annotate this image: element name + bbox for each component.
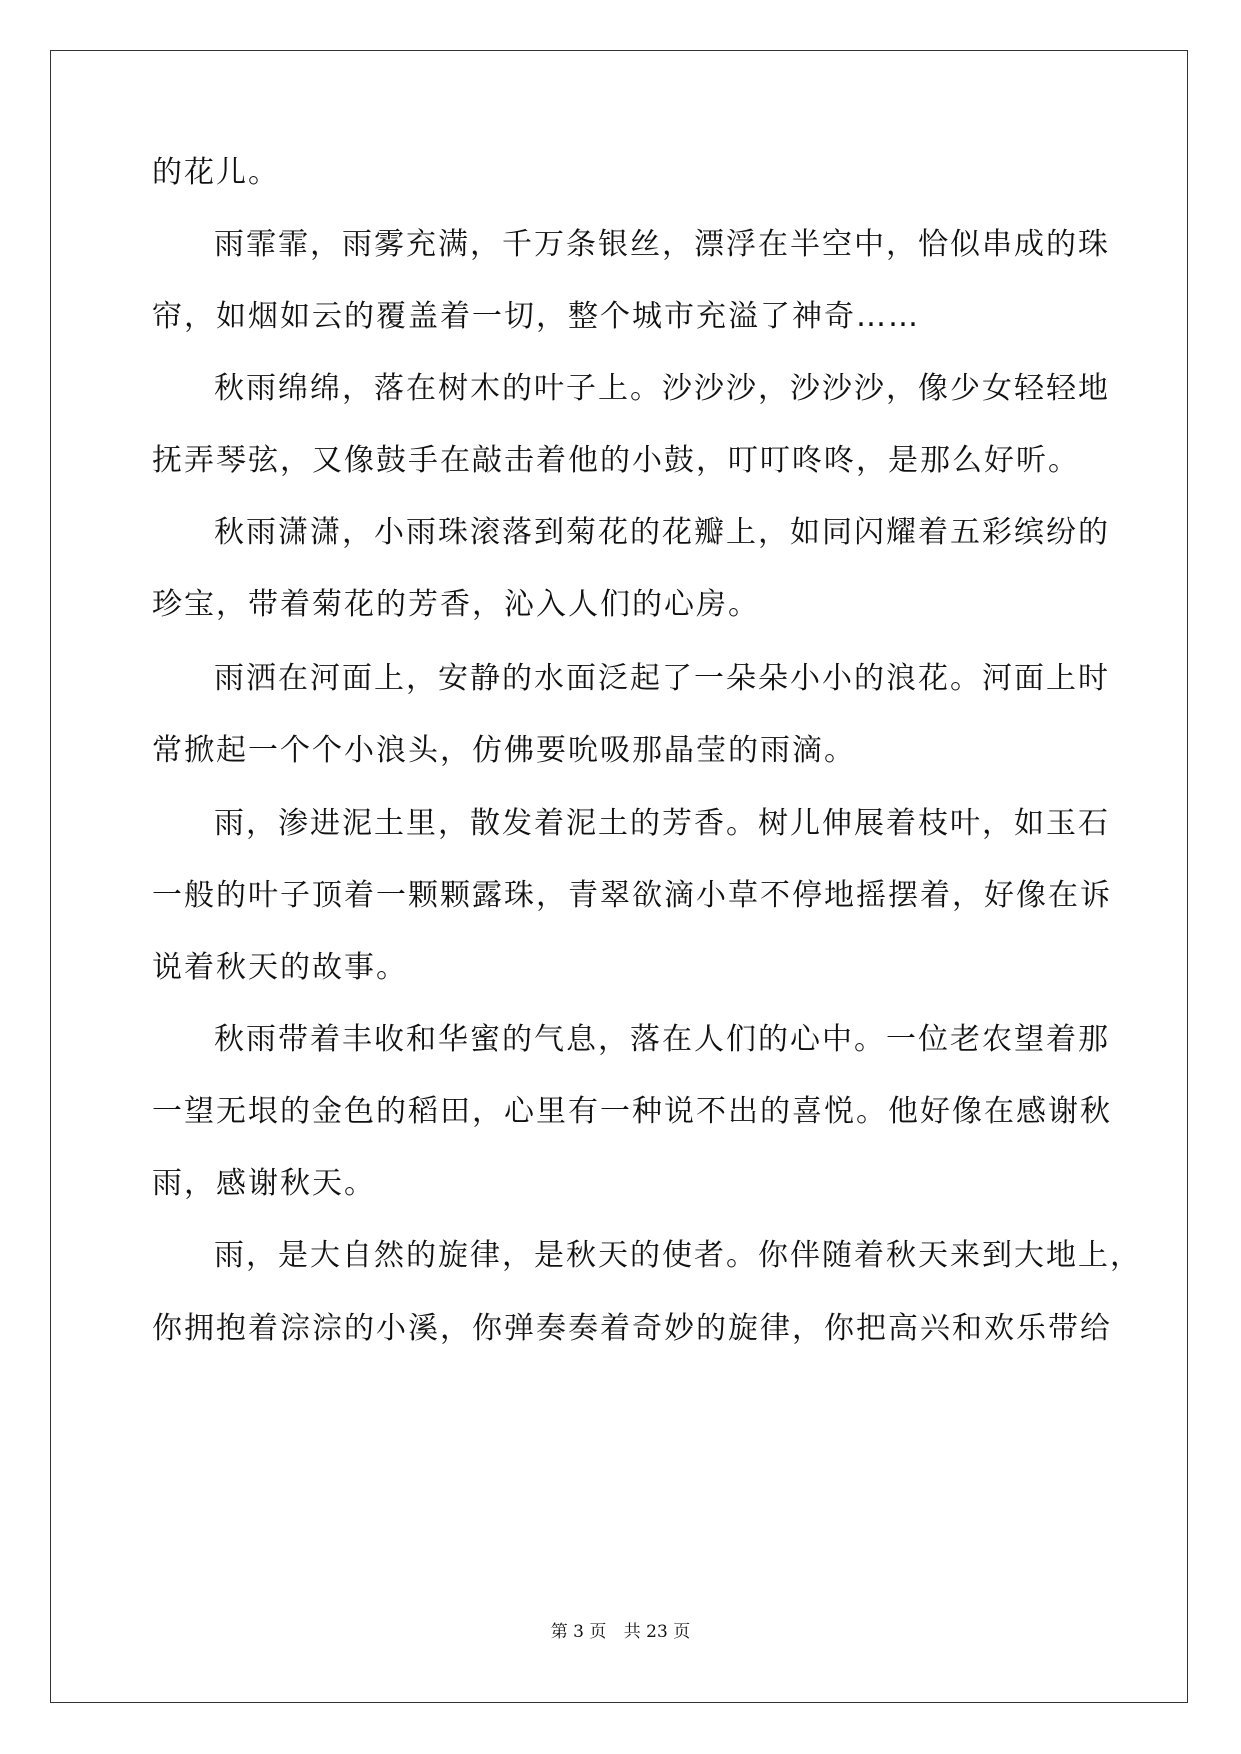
- page-total: 共 23 页: [623, 1622, 691, 1642]
- text-line: 珍宝，带着菊花的芳香，沁入人们的心房。: [152, 587, 760, 622]
- paragraph-first-line: 秋雨绵绵，落在树木的叶子上。沙沙沙，沙沙沙，像少女轻轻地: [214, 371, 1110, 406]
- paragraph-first-line: 雨，是大自然的旋律，是秋天的使者。你伴随着秋天来到大地上，: [214, 1238, 1142, 1273]
- paragraph-first-line: 雨洒在河面上，安静的水面泛起了一朵朵小小的浪花。河面上时: [214, 661, 1110, 696]
- text-line: 说着秋天的故事。: [152, 950, 408, 985]
- text-line: 常掀起一个个小浪头，仿佛要吮吸那晶莹的雨滴。: [152, 733, 856, 768]
- paragraph-first-line: 雨霏霏，雨雾充满，千万条银丝，漂浮在半空中，恰似串成的珠: [214, 227, 1110, 262]
- page-number: 第 3 页: [550, 1622, 607, 1642]
- text-line: 抚弄琴弦，又像鼓手在敲击着他的小鼓，叮叮咚咚，是那么好听。: [152, 443, 1080, 478]
- text-line: 的花儿。: [152, 155, 280, 190]
- text-line: 一望无垠的金色的稻田，心里有一种说不出的喜悦。他好像在感谢秋: [152, 1094, 1112, 1129]
- paragraph-first-line: 秋雨潇潇，小雨珠滚落到菊花的花瓣上，如同闪耀着五彩缤纷的: [214, 515, 1110, 550]
- text-line: 帘，如烟如云的覆盖着一切，整个城市充溢了神奇……: [152, 299, 920, 334]
- paragraph-first-line: 秋雨带着丰收和华蜜的气息，落在人们的心中。一位老农望着那: [214, 1022, 1110, 1057]
- text-line: 一般的叶子顶着一颗颗露珠，青翠欲滴小草不停地摇摆着，好像在诉: [152, 878, 1112, 913]
- text-line: 雨，感谢秋天。: [152, 1166, 376, 1201]
- page-footer: [0, 1620, 1241, 1644]
- paragraph-first-line: 雨，渗进泥土里，散发着泥土的芳香。树儿伸展着枝叶，如玉石: [214, 806, 1110, 841]
- text-line: 你拥抱着淙淙的小溪，你弹奏奏着奇妙的旋律，你把高兴和欢乐带给: [152, 1311, 1112, 1346]
